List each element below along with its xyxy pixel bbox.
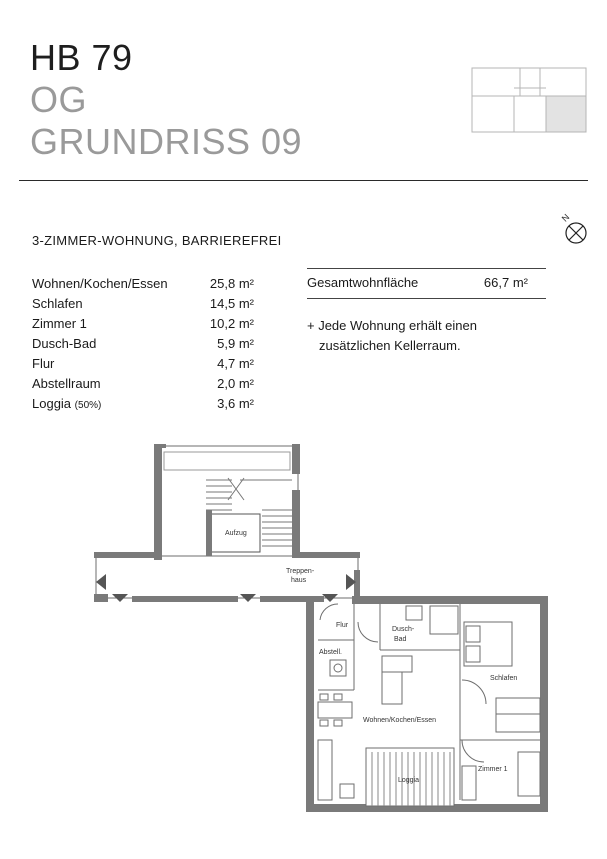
floor-title: OG <box>30 79 88 120</box>
room-area: 25,8 m² <box>209 276 254 291</box>
room-area: 3,6 m² <box>217 396 254 411</box>
total-area-label: Gesamtwohnfläche <box>307 275 419 290</box>
plan-label-treppenhaus-1: Treppen- <box>286 568 315 575</box>
room-name: Loggia <box>32 396 72 411</box>
room-name: Flur <box>32 356 55 371</box>
plan-title: GRUNDRISS 09 <box>30 121 303 162</box>
plan-label-dusch-2: Bad <box>394 636 407 643</box>
building-title: HB 79 <box>30 37 133 78</box>
plan-label-treppenhaus-2: haus <box>291 577 307 584</box>
room-area: 4,7 m² <box>217 356 254 371</box>
room-name: Abstellraum <box>32 376 101 391</box>
room-note: (50%) <box>74 400 102 411</box>
plan-label-dusch-1: Dusch- <box>392 626 415 633</box>
compass-north-label: N <box>559 211 572 224</box>
plan-label-wohnen: Wohnen/Kochen/Essen <box>363 717 437 724</box>
plan-label-abstell: Abstell. <box>319 649 342 656</box>
plan-label-flur: Flur <box>336 622 349 629</box>
room-name: Dusch-Bad <box>32 336 97 351</box>
room-area: 5,9 m² <box>217 336 254 351</box>
room-name: Zimmer 1 <box>32 316 87 331</box>
room-area: 2,0 m² <box>217 376 254 391</box>
cellar-note-line2: zusätzlichen Kellerraum. <box>319 338 461 353</box>
plan-label-schlafen: Schlafen <box>490 675 518 682</box>
plan-label-aufzug: Aufzug <box>225 530 247 537</box>
total-area-value: 66,7 m² <box>483 275 528 290</box>
apartment-type: 3-ZIMMER-WOHNUNG, BARRIEREFREI <box>32 233 282 248</box>
room-area: 14,5 m² <box>209 296 254 311</box>
plan-label-zimmer1: Zimmer 1 <box>478 766 508 773</box>
cellar-note-line1: + Jede Wohnung erhält einen <box>307 318 477 333</box>
room-name: Wohnen/Kochen/Essen <box>32 276 168 291</box>
room-area: 10,2 m² <box>209 316 254 331</box>
plan-label-loggia: Loggia <box>398 777 420 784</box>
room-name: Schlafen <box>32 296 83 311</box>
